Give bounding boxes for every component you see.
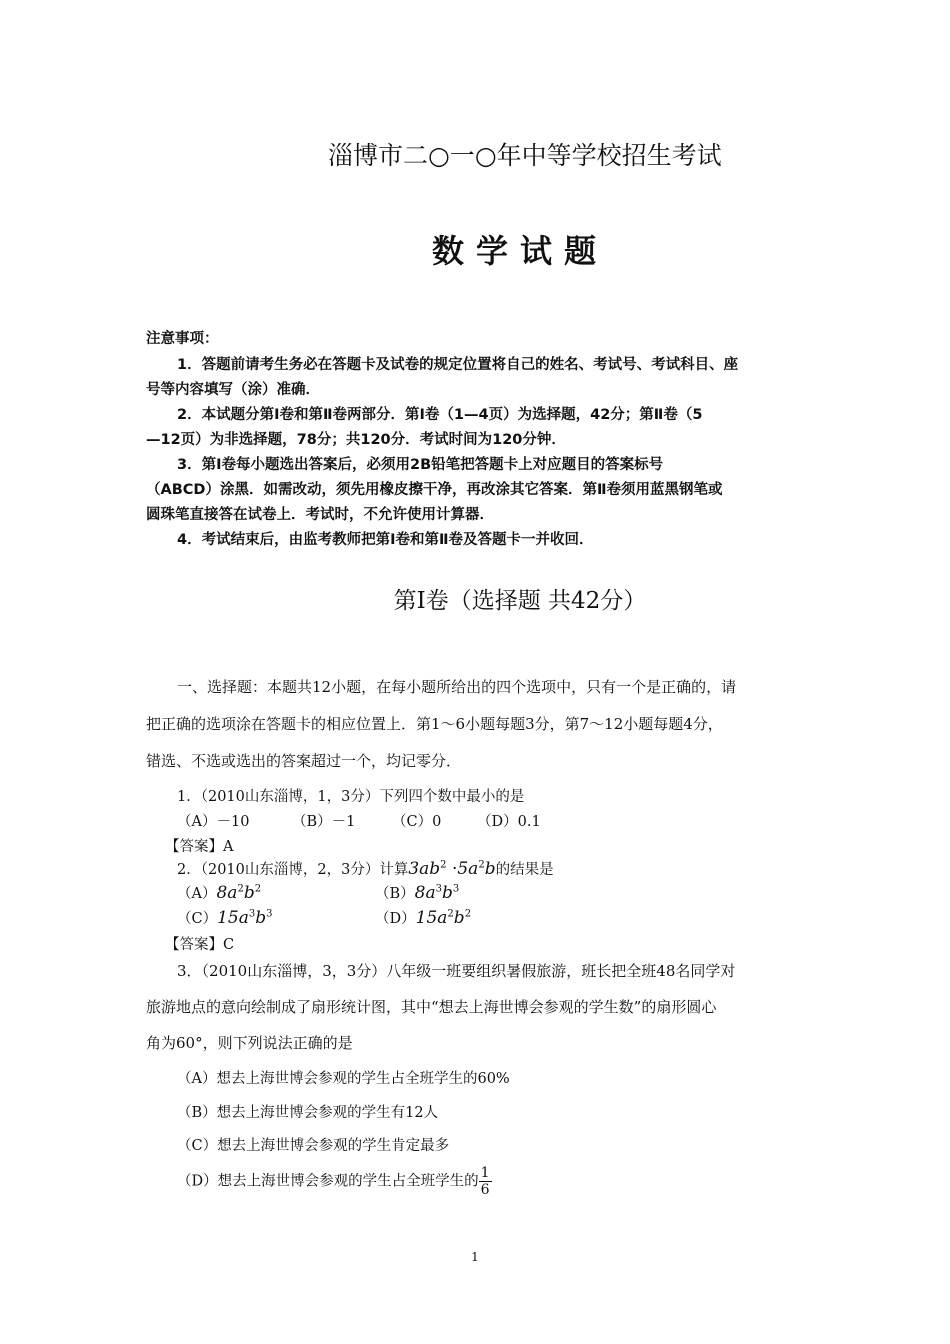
- q3-stem-line: 3．（2010山东淄博，3，3分）八年级一班要组织暑假旅游，班长把全班48名同学对: [177, 962, 736, 980]
- notes-line: 号等内容填写（涂）准确．: [146, 382, 320, 398]
- q3-stem-line: 旅游地点的意向绘制成了扇形统计图，其中“想去上海世博会参观的学生数”的扇形圆心: [146, 998, 717, 1016]
- q3-option-a: （A）想去上海世博会参观的学生占全班学生的60%: [177, 1071, 510, 1087]
- notes-line: 3．第Ⅰ卷每小题选出答案后，必须用2B铅笔把答题卡上对应题目的答案标号: [177, 457, 664, 473]
- q2-stem-prefix: 2．（2010山东淄博，2，3分）计算: [177, 862, 409, 878]
- notes-heading: 注意事项：: [146, 331, 219, 347]
- notes-line: 圆珠笔直接答在试卷上．考试时，不允许使用计算器．: [146, 507, 494, 523]
- q2-expression: $3ab^2 \cdot 5a^2b$: [408, 859, 496, 879]
- notes-line: 4．考试结束后，由监考教师把第Ⅰ卷和第Ⅱ卷及答题卡一并收回．: [177, 532, 594, 548]
- main-title: 数学试题: [431, 232, 608, 270]
- q1-option-a: （A）－10: [177, 814, 250, 830]
- q2-answer: 【答案】C: [165, 937, 235, 953]
- q1-answer: 【答案】A: [165, 839, 234, 855]
- notes-line: （ABCD）涂黑．如需改动，须先用橡皮擦干净，再改涂其它答案．第Ⅱ卷须用蓝黑钢笔或: [146, 482, 723, 498]
- q2-option-a: $(A)8a^2b^2$: [177, 883, 262, 903]
- instructions-line: 把正确的选项涂在答题卡的相应位置上．第1～6小题每题3分，第7～12小题每题4分，: [146, 715, 723, 733]
- notes-line: 2．本试题分第Ⅰ卷和第Ⅱ卷两部分．第Ⅰ卷（1—4页）为选择题，42分；第Ⅱ卷（5: [177, 407, 703, 423]
- q2-stem-suffix: 的结果是: [495, 862, 554, 878]
- notes-line: 1．答题前请考生务必在答题卡及试卷的规定位置将自己的姓名、考试号、考试科目、座: [177, 357, 739, 373]
- exam-title: 淄博市二○一○年中等学校招生考试: [328, 141, 722, 170]
- instructions-line: 错选、不选或选出的答案超过一个，均记零分．: [146, 752, 462, 770]
- q2-option-d: $(D)15a^2b^2$: [375, 908, 472, 928]
- q2-stem: [177, 858, 554, 879]
- q1-stem: 1．（2010山东淄博，1，3分）下列四个数中最小的是: [177, 789, 525, 805]
- fraction: $\frac{1}{6}$: [480, 1165, 490, 1198]
- q2-option-c: $(C)15a^3b^3$: [177, 908, 273, 928]
- q3-option-d: （D）想去上海世博会参观的学生占全班学生的 $\frac{1}{6}$: [177, 1165, 490, 1198]
- q1-option-c: （C）0: [392, 814, 442, 830]
- page-number: 1: [471, 1250, 479, 1264]
- q1-option-b: （B）－1: [292, 814, 356, 830]
- q1-option-d: （D）0.1: [477, 814, 541, 830]
- notes-line: —12页）为非选择题，78分；共120分．考试时间为120分钟．: [146, 432, 566, 448]
- q2-option-b: $(B)8a^3b^3$: [375, 883, 460, 903]
- section-title: 第Ⅰ卷（选择题 共42分）: [393, 588, 647, 614]
- q3-option-b: （B）想去上海世博会参观的学生有12人: [177, 1105, 439, 1121]
- q3-option-c: （C）想去上海世博会参观的学生肯定最多: [177, 1138, 450, 1154]
- instructions-line: 一、选择题：本题共12小题，在每小题所给出的四个选项中，只有一个是正确的，请: [177, 678, 737, 696]
- q3-stem-line: 角为60°，则下列说法正确的是: [146, 1034, 353, 1052]
